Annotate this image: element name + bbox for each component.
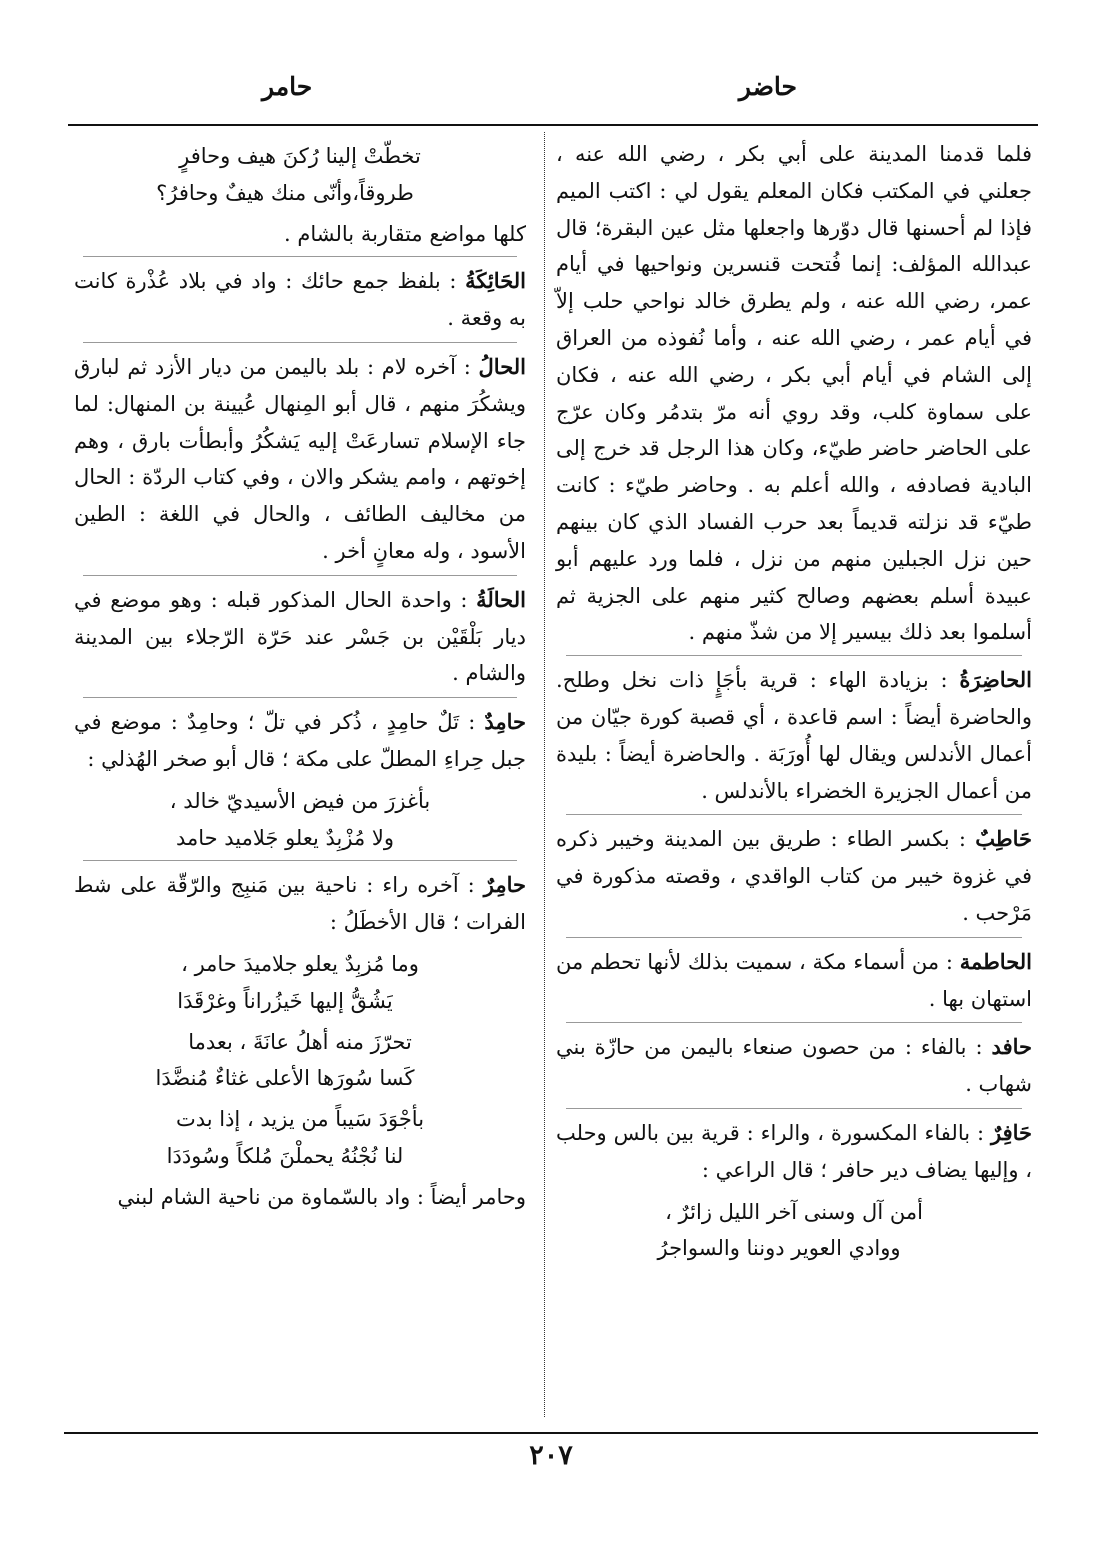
verse-line: أمن آل وسنى آخر الليل زائرٌ ، [665,1199,923,1224]
entry-text: : تَلٌ حامِدٍ ، ذُكر في تلّ ؛ وحامِدٌ : موضع في جبل حِراءِ المطلّ على مكة ؛ قال أبو صخر الهُذلي : [74,710,526,771]
headword: حامِدٌ [484,709,526,735]
entry-hafid [556,1029,1032,1103]
entry-alhaika [74,263,526,337]
headword: حافد [991,1034,1032,1060]
verse-couplet [556,1194,1032,1268]
entry-separator [83,256,517,257]
entry-separator [566,1022,1023,1023]
right-column [556,136,1032,1271]
paragraph: كلها مواضع متقاربة بالشام . [284,221,526,246]
verse-couplet [74,946,526,1020]
entry-separator [566,814,1023,815]
headword: الحالُ [478,353,526,379]
verse-line: وما مُزبِدٌ يعلو جلاميدَ حامر ، [181,951,419,976]
entry-separator [83,342,517,343]
entry-hamir [74,867,526,941]
entry-alhadira [556,662,1032,809]
verse-couplet [74,1024,526,1098]
page-number: ٢٠٧ [529,1440,573,1471]
entry-hafir [556,1115,1032,1189]
entry-alhatima [556,944,1032,1018]
running-head-left: حامر [262,72,313,101]
verse-couplet [74,1101,526,1175]
entry-separator [83,860,517,861]
bottom-rule [64,1432,1038,1434]
headword: حامِرٌ [483,872,526,898]
entry-hamid [74,704,526,778]
entry-text: : بلفظ جمع حائك : واد في بلاد عُذْرة كانت به وقعة . [74,269,526,331]
headword: الحَائِكَةُ [465,268,526,294]
entry-alhala [74,582,526,692]
verse-couplet [74,783,526,857]
entry-separator [83,575,517,576]
verse-line: بأغزرَ من فيض الأسيديّ خالد ، [169,788,431,813]
entry-separator [566,655,1023,656]
verse-line: ووادي العوير دوننا والسواجرُ [657,1236,901,1261]
verse-line: طروقاً،وأنّى منك هيفٌ وحافرُ؟ [156,180,414,205]
verse-line: بأجْوَدَ سَيباً من يزيد ، إذا بدت [175,1107,425,1132]
verse-line: تحرّزَ منه أهلُ عانَةَ ، بعدما [188,1029,412,1054]
entry-text: : آخره راء : ناحية بين مَنبِج والرّقّة على شط الفرات ؛ قال الأخطَلُ : [74,873,526,935]
headword: الحالَةُ [476,586,526,612]
entry-text: : من أسماء مكة ، سميت بذلك لأنها تحطم من استهان بها . [556,949,1032,1011]
entry-text: : واحدة الحال المذكور قبله : وهو موضع في ديار بَلْقَيْن بن جَسْر عند حَرّة الرّجلاء بين المدينة والشام . [74,587,526,686]
entry-text: : بكسر الطاء : طريق بين المدينة وخيبر ذكره في غزوة خيبر من كتاب الواقدي ، وقصته مذكورة في مَرْحب . [556,827,1032,925]
entry-text: : بزيادة الهاء : قرية بأجَإٍ ذات نخل وطلح. والحاضرة أيضاً : اسم قاعدة ، أي قصبة كورة جيّان من أعمال الأندلس ويقال لها أُورَبَة . والحاضرة أيضاً : بليدة من أعمال الجزيرة الخضراء بالأندلس . [556,668,1032,803]
entry-separator [83,697,517,698]
verse-line: ولا مُزْبِدٌ يعلو جَلاميد حامد [175,825,395,850]
entry-text: : بالفاء المكسورة ، والراء : قرية بين بالس وحلب ، وإليها يضاف دير حافر ؛ قال الراعي : [556,1120,1032,1182]
entry-separator [566,1108,1023,1109]
top-rule [68,124,1038,126]
headword: حَاطِبٌ [975,826,1032,852]
column-divider [544,132,545,1417]
running-head-right: حاضر [738,72,797,101]
entry-text: : آخره لام : بلد باليمن من ديار الأزد ثم لبارق ويشكُرَ منهم ، قال أبو المِنهال عُيينة بن المنهال: لما جاء الإسلام تسارعَتْ إليه يَشكُرُ وأبطأت بارق ، وهم إخوتهم ، وامم يشكر والان ، وفي كتاب الردّة : الحال من مخاليف الطائف ، والحال في اللغة : الطين الأسود ، وله معانٍ أخر . [74,354,526,563]
entry-alhal [74,349,526,570]
headword: حَافِرٌ [990,1119,1032,1145]
continuation-paragraph: فلما قدمنا المدينة على أبي بكر ، رضي الله عنه ، جعلني في المكتب فكان المعلم يقول لي : اكتب الميم فإذا لم أحسنها قال دوّرها واجعلها مثل عين البقرة؛ قال عبدالله المؤلف: إنما فُتحت قنسرين ونواحيها في أيام عمر، رضي الله عنه ، ولم يطرق خالد نواحي حلب إلاّ في أيام عمر ، رضي الله عنه ، وأما نُفوذه من العراق إلى الشام في أيام أبي بكر ، رضي الله عنه ، فكان على سماوة كلب، وقد روي أنه مرّ بتدمُر وكان عرّج على الحاضر حاضر طيّء، وكان هذا الرجل قد خرج إلى البادية فصادفه ، والله أعلم به . وحاضر طيّء : كانت طيّء قد نزلته قديماً بعد حرب الفساد الذي كان بينهم حين نزل الجبلين منهم من نزل ، فلما ورد عليهم أبو عبيدة أسلم بعضهم وصالح كثير منهم على الجزية ثم أسلموا بعد ذلك بيسير إلا من شذّ منهم . [556,142,1032,645]
verse-line: يَشُقُّ إليها خَيزُراناً وغرْقَدَا [177,988,393,1013]
verse-couplet [74,138,526,212]
headword: الحاطمة [959,948,1032,974]
entry-separator [566,937,1023,938]
entry-text: : بالفاء : من حصون صنعاء باليمن من حازّة بني شهاب . [556,1035,1032,1097]
left-column [74,136,526,1216]
verse-line: تخطّتْ إلينا رُكنَ هيف وحافرٍ [179,144,421,168]
verse-line: كَسا سُورَها الأعلى غثاءٌ مُنضَّدَا [155,1066,415,1091]
headword: الحاضِرَةُ [959,667,1032,693]
verse-line: لنا نُجْنُهُ يحملْنَ مُلكاً وسُودَدَا [166,1143,404,1168]
paragraph: وحامر أيضاً : واد بالسّماوة من ناحية الشام لبني [117,1184,526,1209]
entry-hatib [556,821,1032,931]
